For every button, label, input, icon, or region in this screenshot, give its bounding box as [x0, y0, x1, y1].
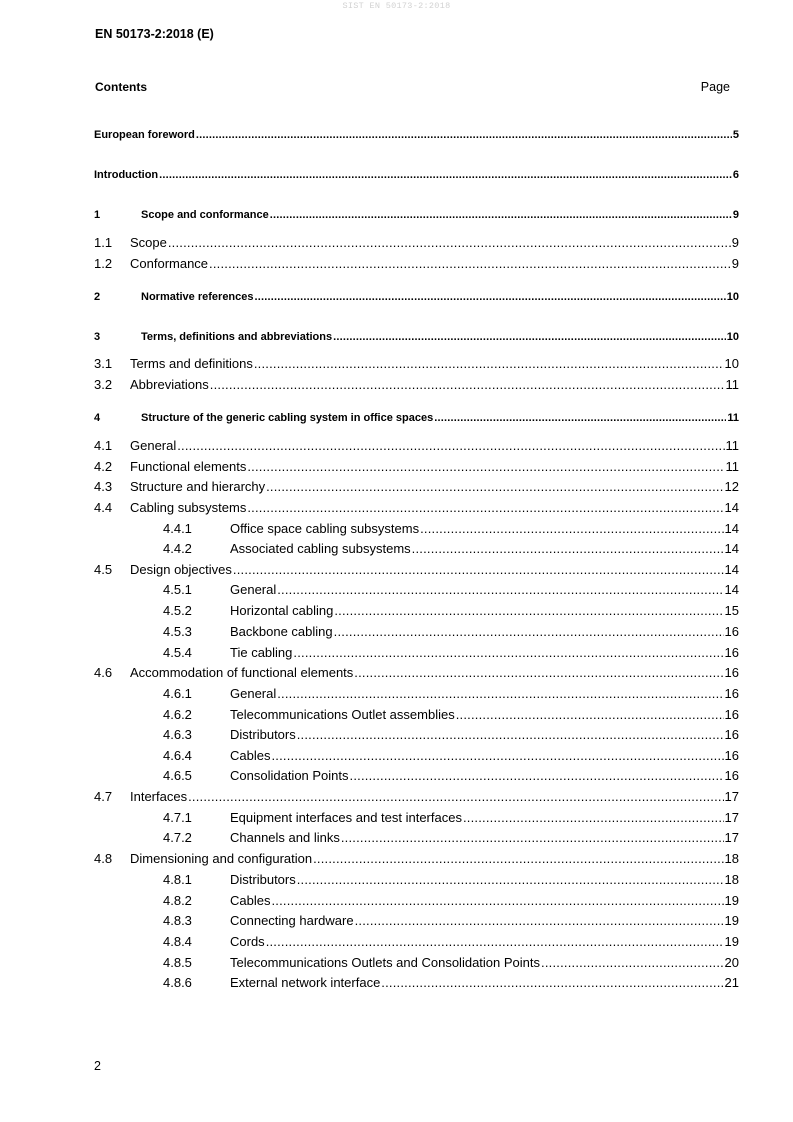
- toc-entry-number: 2: [94, 291, 101, 303]
- toc-entry-page: 16: [724, 686, 739, 701]
- toc-entry[interactable]: [163, 830, 739, 846]
- toc-entry-title: Scope: [130, 235, 167, 250]
- toc-entry-title: Terms and definitions: [130, 356, 253, 371]
- dot-leader: [434, 410, 726, 426]
- toc-entry[interactable]: [94, 207, 739, 223]
- dot-leader: [412, 541, 724, 557]
- toc-entry[interactable]: [163, 686, 739, 702]
- toc-entry[interactable]: [163, 872, 739, 888]
- toc-entry-number: 4.7: [94, 789, 113, 804]
- toc-entry[interactable]: [94, 329, 739, 345]
- toc-entry[interactable]: [94, 562, 739, 578]
- toc-entry-page: 14: [724, 500, 739, 515]
- dot-leader: [355, 913, 724, 929]
- toc-entry-number: 3.1: [94, 356, 113, 371]
- toc-entry-title: Terms, definitions and abbreviations: [141, 331, 333, 343]
- toc-entry[interactable]: [163, 748, 739, 764]
- toc-entry-page: 9: [732, 209, 739, 221]
- dot-leader: [177, 438, 724, 454]
- dot-leader: [254, 356, 724, 372]
- toc-entry-page: 11: [725, 438, 739, 453]
- toc-entry[interactable]: [94, 235, 739, 251]
- dot-leader: [266, 479, 723, 495]
- toc-entry-page: 16: [724, 768, 739, 783]
- toc-entry-number: 4.6: [94, 665, 113, 680]
- toc-entry-title: Consolidation Points: [230, 768, 349, 783]
- page-column-heading: Page: [700, 80, 730, 94]
- dot-leader: [277, 582, 723, 598]
- toc-entry[interactable]: [94, 167, 739, 183]
- toc-entry-page: 20: [724, 955, 739, 970]
- toc-entry[interactable]: [163, 624, 739, 640]
- toc-entry[interactable]: [94, 665, 739, 681]
- toc-entry-title: Structure of the generic cabling system in office spaces: [141, 412, 434, 424]
- toc-entry[interactable]: [163, 955, 739, 971]
- dot-leader: [271, 748, 723, 764]
- toc-entry-number: 4.5: [94, 562, 113, 577]
- toc-entry[interactable]: [94, 789, 739, 805]
- toc-entry-page: 17: [724, 810, 739, 825]
- toc-entry-page: 10: [724, 356, 739, 371]
- toc-entry-title: External network interface: [230, 975, 381, 990]
- toc-entry-title: Scope and conformance: [141, 209, 269, 221]
- toc-entry[interactable]: [94, 256, 739, 272]
- toc-entry-number: 4.4.1: [163, 521, 192, 536]
- toc-entry-title: Conformance: [130, 256, 209, 271]
- toc-entry-title: Office space cabling subsystems: [230, 521, 420, 536]
- toc-entry-title: Distributors: [230, 872, 296, 887]
- toc-entry-title: Structure and hierarchy: [130, 479, 266, 494]
- toc-entry-title: Telecommunications Outlet assemblies: [230, 707, 455, 722]
- dot-leader: [210, 377, 725, 393]
- toc-entry[interactable]: [163, 913, 739, 929]
- toc-entry-number: 4.8.3: [163, 913, 192, 928]
- toc-entry-title: Normative references: [141, 291, 254, 303]
- toc-entry-title: Equipment interfaces and test interfaces: [230, 810, 462, 825]
- toc-entry[interactable]: [94, 127, 739, 143]
- toc-entry-title: Telecommunications Outlets and Consolidation Points: [230, 955, 541, 970]
- toc-entry-page: 18: [724, 851, 739, 866]
- dot-leader: [247, 459, 724, 475]
- dot-leader: [341, 830, 724, 846]
- toc-entry-page: 11: [725, 459, 739, 474]
- toc-entry-number: 4.6.2: [163, 707, 192, 722]
- toc-entry-title: Design objectives: [130, 562, 232, 577]
- toc-entry[interactable]: [163, 893, 739, 909]
- toc-entry-number: 4.6.5: [163, 768, 192, 783]
- dot-leader: [334, 624, 724, 640]
- toc-entry-page: 19: [724, 913, 739, 928]
- toc-entry[interactable]: [94, 410, 739, 426]
- toc-entry-number: 4.5.4: [163, 645, 192, 660]
- toc-entry-title: Horizontal cabling: [230, 603, 334, 618]
- toc-entry-page: 14: [724, 582, 739, 597]
- toc-entry-number: 4.6.3: [163, 727, 192, 742]
- toc-entry-page: 10: [726, 291, 739, 303]
- toc-entry-title: Accommodation of functional elements: [130, 665, 354, 680]
- dot-leader: [456, 707, 724, 723]
- document-header: EN 50173-2:2018 (E): [95, 27, 214, 41]
- toc-entry-number: 4.5.3: [163, 624, 192, 639]
- toc-entry-page: 16: [724, 665, 739, 680]
- dot-leader: [233, 562, 724, 578]
- toc-entry-page: 17: [724, 789, 739, 804]
- dot-leader: [209, 256, 731, 272]
- toc-entry-page: 10: [726, 331, 739, 343]
- toc-entry-page: 14: [724, 521, 739, 536]
- toc-entry-page: 11: [725, 377, 739, 392]
- toc-entry-title: Dimensioning and configuration: [130, 851, 313, 866]
- toc-entry-page: 16: [724, 748, 739, 763]
- dot-leader: [168, 235, 731, 251]
- toc-entry-number: 1.1: [94, 235, 113, 250]
- dot-leader: [463, 810, 724, 826]
- toc-entry[interactable]: [163, 603, 739, 619]
- dot-leader: [266, 934, 724, 950]
- toc-entry-number: 4.8: [94, 851, 113, 866]
- toc-entry[interactable]: [163, 934, 739, 950]
- toc-entry-number: 4.4: [94, 500, 113, 515]
- toc-entry[interactable]: [94, 356, 739, 372]
- toc-entry[interactable]: [163, 521, 739, 537]
- toc-entry[interactable]: [163, 727, 739, 743]
- toc-entry-title: Distributors: [230, 727, 296, 742]
- toc-entry-page: 19: [724, 893, 739, 908]
- toc-entry-number: 4.7.2: [163, 830, 192, 845]
- toc-entry[interactable]: [94, 479, 739, 495]
- toc-entry-page: 16: [724, 707, 739, 722]
- dot-leader: [247, 500, 723, 516]
- toc-entry-title: Associated cabling subsystems: [230, 541, 411, 556]
- toc-entry-page: 14: [724, 541, 739, 556]
- toc-entry[interactable]: [163, 707, 739, 723]
- toc-entry-title: General: [230, 582, 277, 597]
- toc-entry-page: 6: [732, 169, 739, 181]
- toc-entry-number: 4.6.4: [163, 748, 192, 763]
- toc-entry-title: General: [230, 686, 277, 701]
- dot-leader: [354, 665, 723, 681]
- dot-leader: [381, 975, 723, 991]
- toc-entry-page: 18: [724, 872, 739, 887]
- toc-entry-title: Interfaces: [130, 789, 188, 804]
- toc-entry-title: Functional elements: [130, 459, 247, 474]
- toc-entry-page: 16: [724, 645, 739, 660]
- toc-entry-page: 9: [731, 256, 739, 271]
- toc-entry-page: 16: [724, 727, 739, 742]
- toc-entry-title: Introduction: [94, 169, 159, 181]
- toc-entry[interactable]: [94, 459, 739, 475]
- dot-leader: [196, 127, 732, 143]
- dot-leader: [188, 789, 723, 805]
- toc-entry-page: 12: [724, 479, 739, 494]
- toc-entry-title: Cords: [230, 934, 265, 949]
- toc-entry[interactable]: [163, 541, 739, 557]
- dot-leader: [541, 955, 724, 971]
- toc-entry-number: 4.2: [94, 459, 113, 474]
- toc-entry-page: 5: [732, 129, 739, 141]
- dot-leader: [333, 329, 726, 345]
- toc-entry-page: 19: [724, 934, 739, 949]
- toc-entry-number: 4: [94, 412, 101, 424]
- dot-leader: [255, 289, 726, 305]
- toc-entry-title: European foreword: [94, 129, 195, 141]
- toc-entry-number: 4.8.4: [163, 934, 192, 949]
- toc-entry[interactable]: [94, 289, 739, 305]
- toc-entry[interactable]: [94, 438, 739, 454]
- toc-entry-title: Channels and links: [230, 830, 340, 845]
- toc-entry-title: Backbone cabling: [230, 624, 333, 639]
- toc-entry-number: 4.5.2: [163, 603, 192, 618]
- toc-entry-page: 11: [727, 412, 739, 424]
- watermark: SIST EN 50173-2:2018: [342, 1, 451, 11]
- toc-entry-number: 4.4.2: [163, 541, 192, 556]
- toc-entry-title: Connecting hardware: [230, 913, 354, 928]
- dot-leader: [350, 768, 724, 784]
- toc-entry-title: Abbreviations: [130, 377, 209, 392]
- dot-leader: [297, 872, 724, 888]
- toc-entry[interactable]: [94, 377, 739, 393]
- toc-entry[interactable]: [163, 645, 739, 661]
- dot-leader: [297, 727, 724, 743]
- toc-entry-page: 14: [724, 562, 739, 577]
- toc-entry[interactable]: [163, 975, 739, 991]
- toc-entry-number: 4.8.1: [163, 872, 192, 887]
- contents-heading: Contents: [95, 80, 147, 94]
- toc-entry-number: 3.2: [94, 377, 113, 392]
- toc-entry-page: 15: [724, 603, 739, 618]
- dot-leader: [420, 521, 723, 537]
- toc-entry-number: 4.8.5: [163, 955, 192, 970]
- toc-entry[interactable]: [94, 851, 739, 867]
- toc-entry-number: 4.3: [94, 479, 113, 494]
- toc-entry-number: 1: [94, 209, 101, 221]
- toc-entry[interactable]: [94, 500, 739, 516]
- toc-entry-number: 4.1: [94, 438, 113, 453]
- toc-entry-number: 4.6.1: [163, 686, 192, 701]
- dot-leader: [277, 686, 723, 702]
- toc-entry-page: 9: [731, 235, 739, 250]
- toc-entry-number: 4.8.6: [163, 975, 192, 990]
- dot-leader: [270, 207, 732, 223]
- toc-entry-page: 16: [724, 624, 739, 639]
- toc-entry[interactable]: [163, 810, 739, 826]
- dot-leader: [293, 645, 723, 661]
- toc-entry[interactable]: [163, 582, 739, 598]
- toc-entry-title: Cables: [230, 748, 271, 763]
- toc-entry-number: 1.2: [94, 256, 113, 271]
- toc-entry-number: 3: [94, 331, 101, 343]
- dot-leader: [271, 893, 723, 909]
- toc-entry-title: General: [130, 438, 177, 453]
- toc-entry-title: Cables: [230, 893, 271, 908]
- toc-entry-page: 17: [724, 830, 739, 845]
- dot-leader: [334, 603, 723, 619]
- toc-entry-number: 4.8.2: [163, 893, 192, 908]
- toc-entry-number: 4.5.1: [163, 582, 192, 597]
- dot-leader: [159, 167, 732, 183]
- toc-entry-title: Cabling subsystems: [130, 500, 247, 515]
- toc-entry-title: Tie cabling: [230, 645, 293, 660]
- toc-entry-number: 4.7.1: [163, 810, 192, 825]
- toc-entry[interactable]: [163, 768, 739, 784]
- dot-leader: [313, 851, 723, 867]
- toc-entry-page: 21: [724, 975, 739, 990]
- page-number: 2: [94, 1059, 101, 1073]
